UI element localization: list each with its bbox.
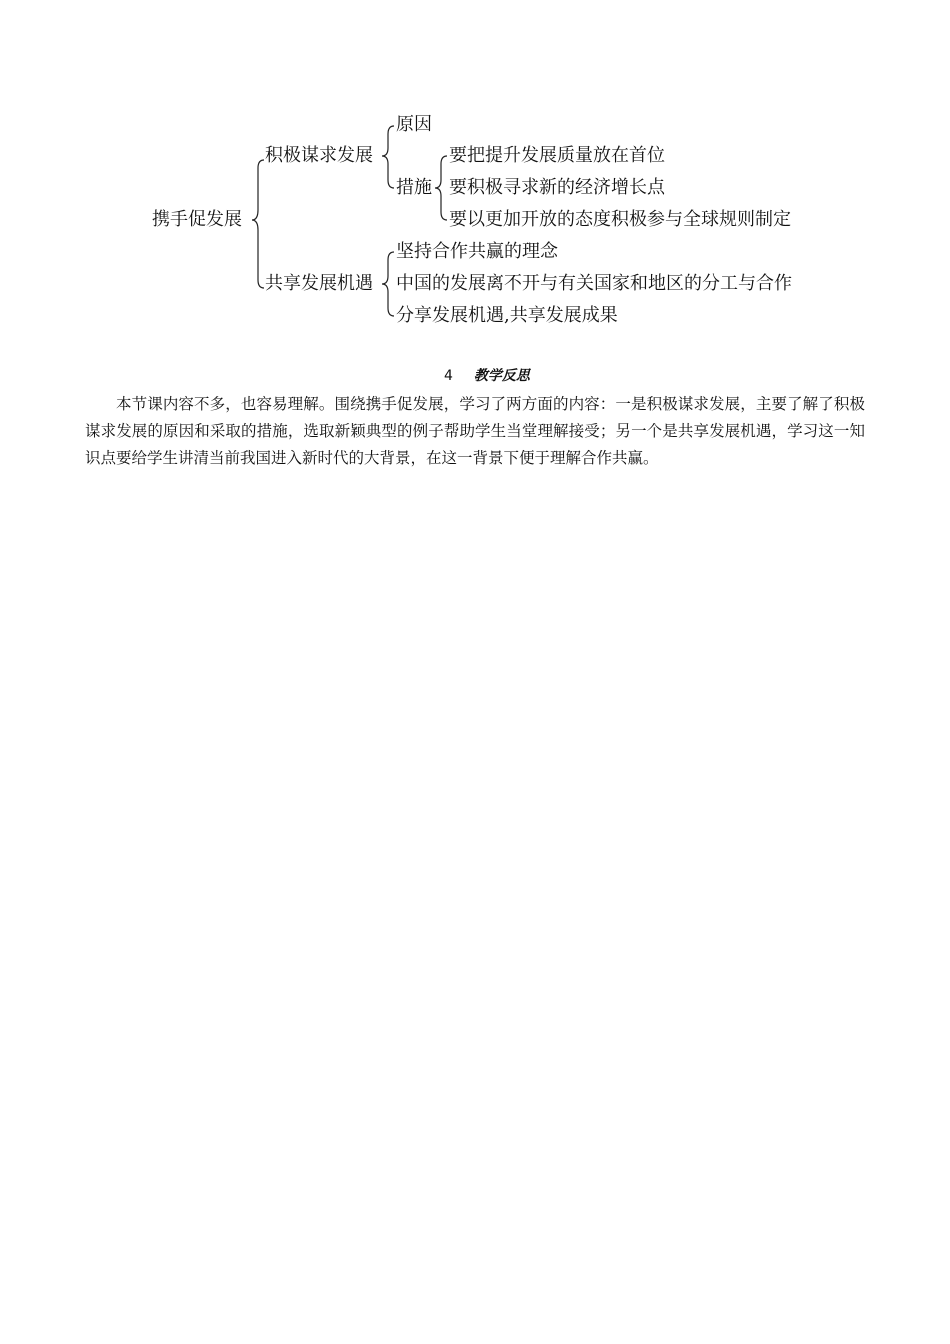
root-brace — [252, 160, 264, 288]
section-title: 教学反思 — [473, 368, 530, 384]
branch2-item: 分享发展机遇,共享发展成果 — [396, 305, 618, 326]
branch2-brace — [382, 252, 394, 316]
section-heading — [444, 369, 530, 383]
branch1-measures-label: 措施 — [396, 177, 432, 198]
diagram-brackets — [0, 0, 950, 400]
branch2-label: 共享发展机遇 — [265, 273, 373, 294]
measure-item: 要积极寻求新的经济增长点 — [449, 177, 665, 198]
branch1-reason: 原因 — [396, 114, 432, 135]
branch2-item: 中国的发展离不开与有关国家和地区的分工与合作 — [396, 273, 792, 294]
measures-brace — [435, 156, 447, 220]
branch2-item: 坚持合作共赢的理念 — [396, 241, 558, 262]
reflection-paragraph: 本节课内容不多，也容易理解。围绕携手促发展，学习了两方面的内容：一是积极谋求发展，主要了解了积极谋求发展的原因和采取的措施，选取新颖典型的例子帮助学生当堂理解接受；另一个是共享发展机遇，学习这一知识点要给学生讲清当前我国进入新时代的大背景，在这一背景下便于理解合作共赢。 — [85, 395, 865, 467]
section-number: 4 — [444, 368, 453, 384]
measure-item: 要把提升发展质量放在首位 — [449, 145, 665, 166]
branch1-brace — [382, 126, 394, 188]
measure-item: 要以更加开放的态度积极参与全球规则制定 — [449, 209, 791, 230]
branch1-label: 积极谋求发展 — [265, 145, 373, 166]
diagram-root: 携手促发展 — [152, 209, 242, 230]
